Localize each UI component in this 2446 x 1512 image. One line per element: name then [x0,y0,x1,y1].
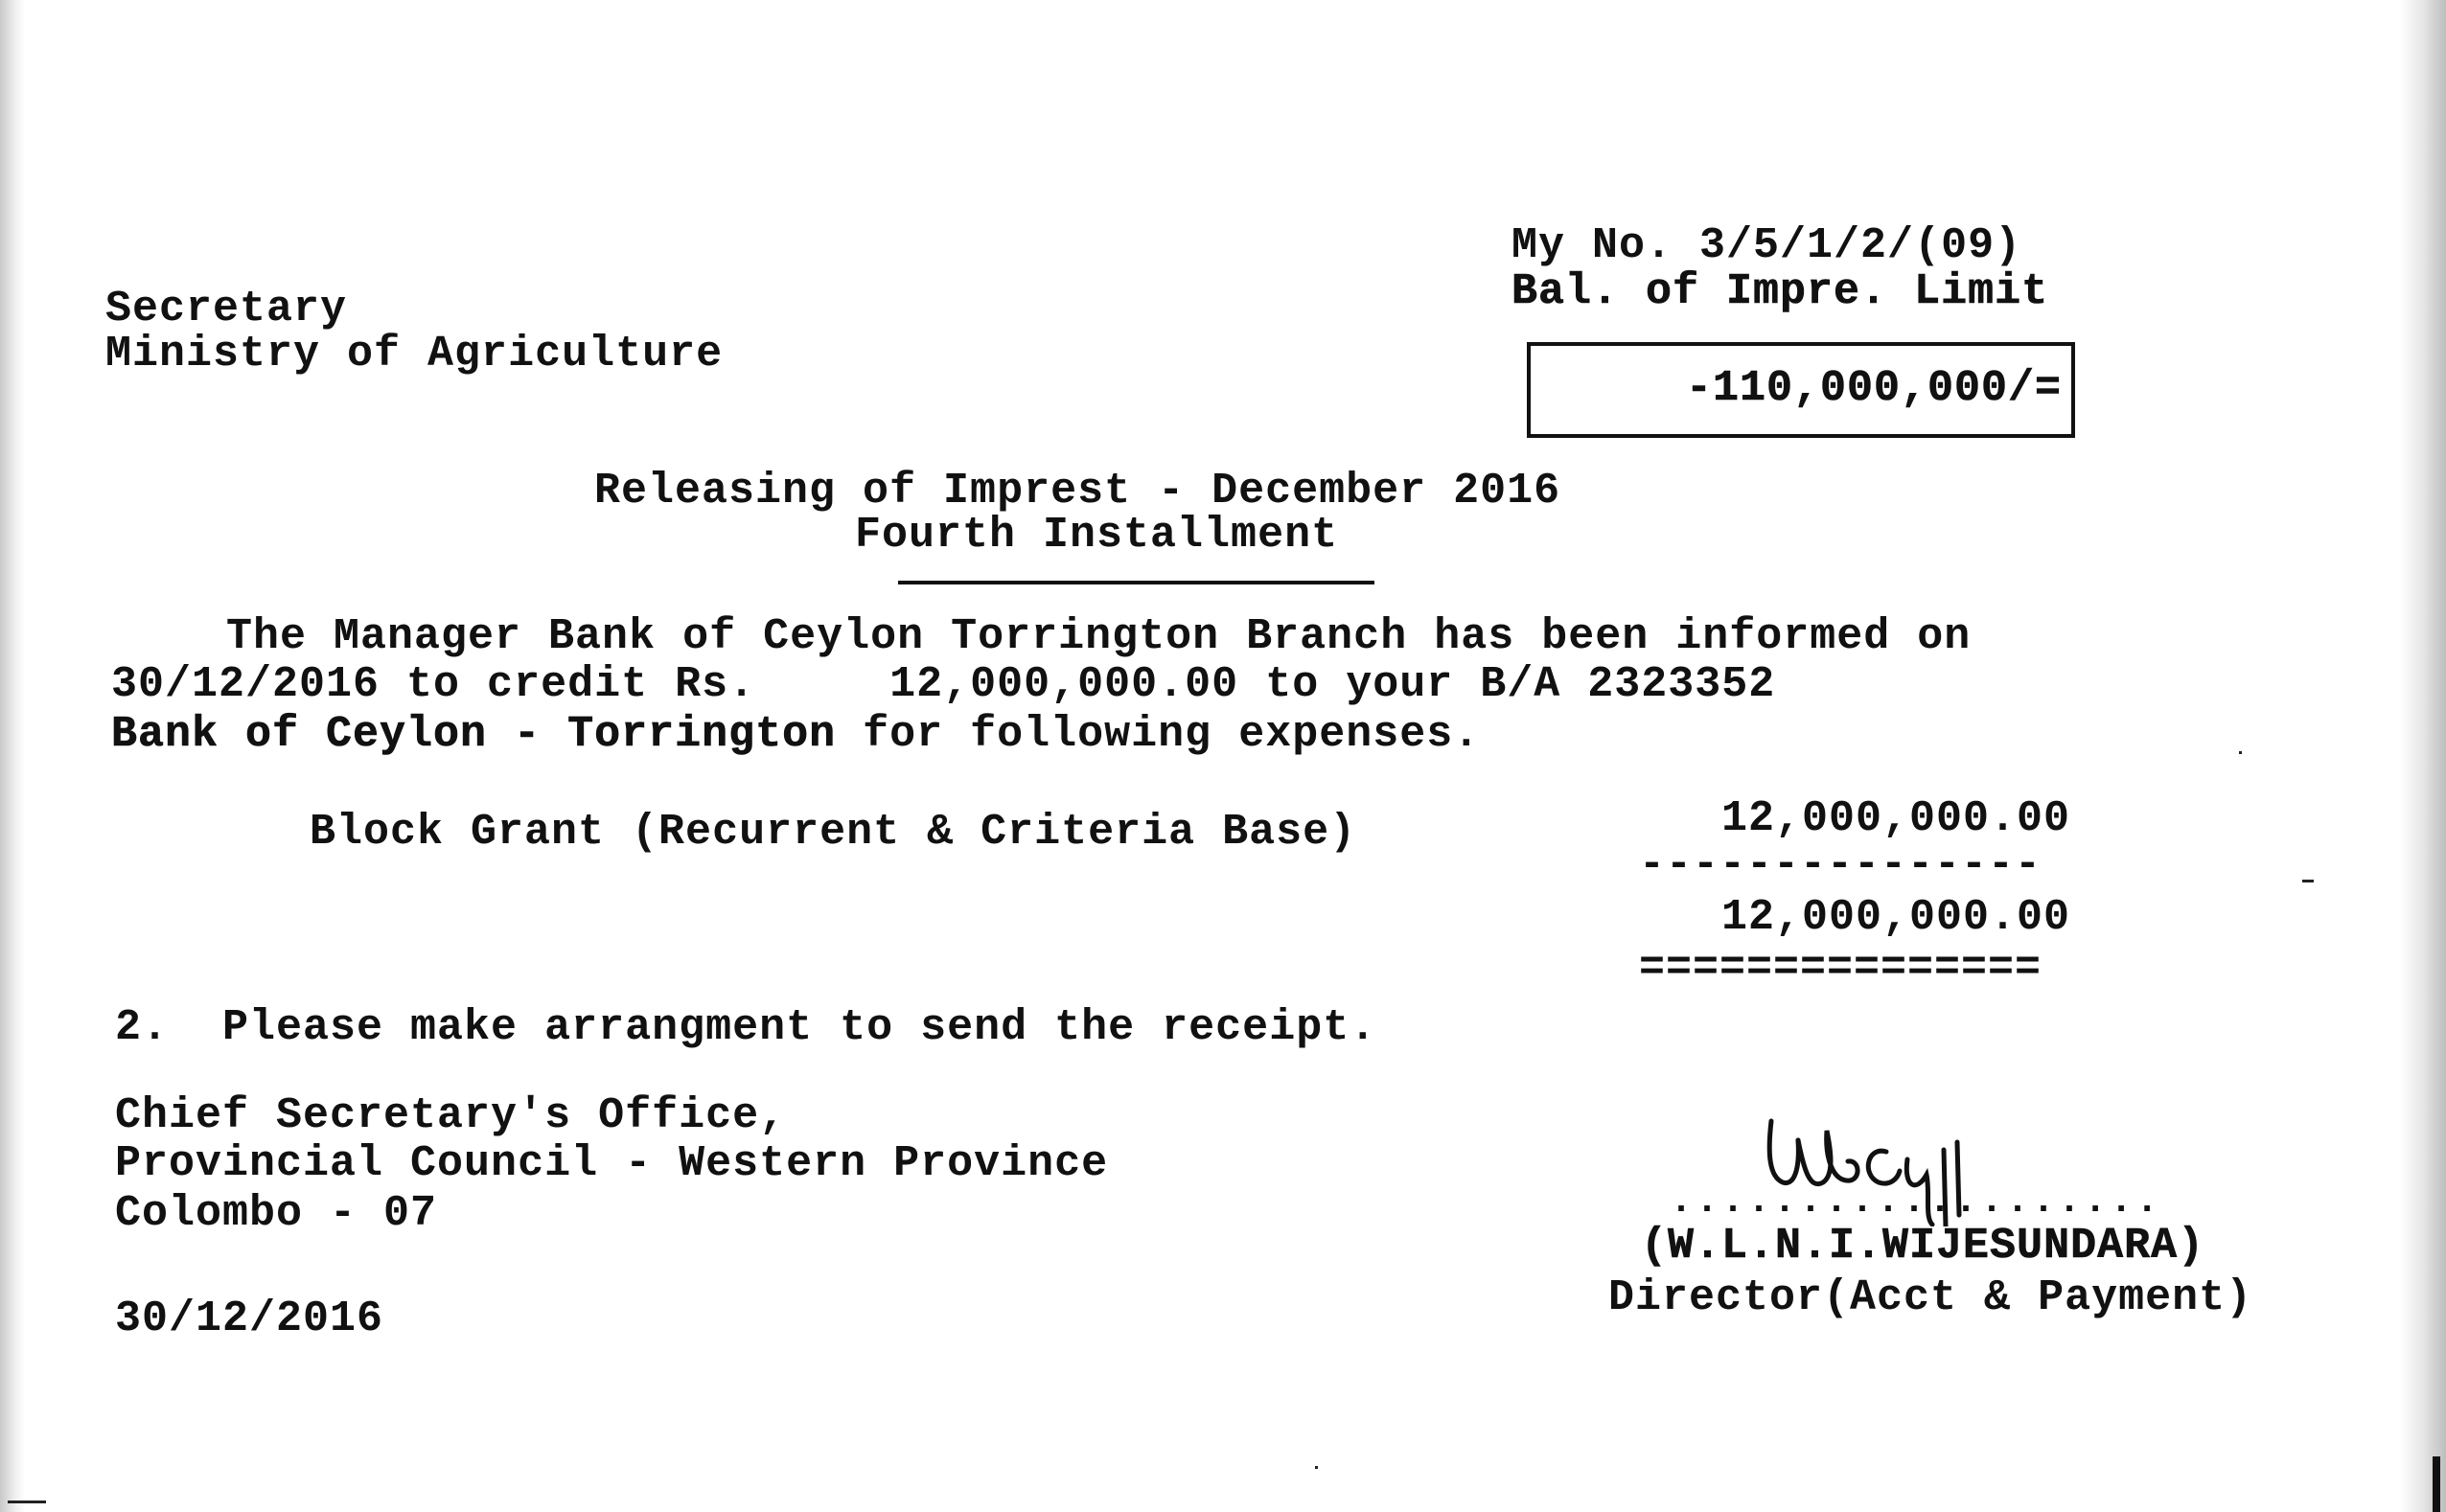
receipt-note: 2. Please make arrangment to send the receipt. [115,1003,1377,1052]
signatory-title: Director(Acct & Payment) [1608,1273,2253,1322]
expense-item-amount: 12,000,000.00 [1721,794,2071,843]
addressee-title: Secretary [105,285,348,333]
sender-office: Chief Secretary's Office, [115,1091,787,1140]
body-line-1: The Manager Bank of Ceylon Torrington Branch has been informed on [226,612,1972,661]
expense-total-amount: 12,000,000.00 [1721,893,2071,942]
balance-value: -110,000,000/= [1685,364,2062,413]
body-line-3-rest: for following expenses. [836,710,1481,759]
expense-item-label: Block Grant (Recurrent & Criteria Base) [310,808,1357,857]
sender-city: Colombo - 07 [115,1189,438,1238]
addressee-ministry: Ministry of Agriculture [105,330,724,378]
letter-date: 30/12/2016 [115,1294,384,1343]
scan-edge-left [0,0,25,1512]
scan-speck [2239,751,2242,754]
scan-speck [2302,880,2314,882]
scan-edge-right [2400,0,2446,1512]
subject-line: Releasing of Imprest - December 2016 [594,467,1561,515]
signature-dotted-line: ................... [1670,1180,2162,1224]
scan-speck [1315,1466,1318,1469]
signatory-name: (W.L.N.I.WIJESUNDARA) [1641,1222,2205,1271]
scan-speck [8,1501,46,1503]
sender-council: Provincial Council - Western Province [115,1139,1109,1188]
body-line-2: 30/12/2016 to credit Rs. 12,000,000.00 to your B/A 2323352 [111,660,1776,709]
subject-installment: Fourth Installment [855,511,1339,560]
balance-label: Bal. of Impre. Limit [1511,267,2049,316]
expense-double-rule: =============== [1639,944,2042,993]
scan-edge-mark [2433,1456,2440,1512]
reference-number: My No. 3/5/1/2/(09) [1511,221,2022,270]
balance-box [1527,342,2075,438]
body-line-3 [111,710,1481,759]
expense-single-rule: --------------- [1639,840,2042,889]
bank-name: Bank of Ceylon - Torrington [111,710,837,759]
subject-underline [898,581,1374,584]
